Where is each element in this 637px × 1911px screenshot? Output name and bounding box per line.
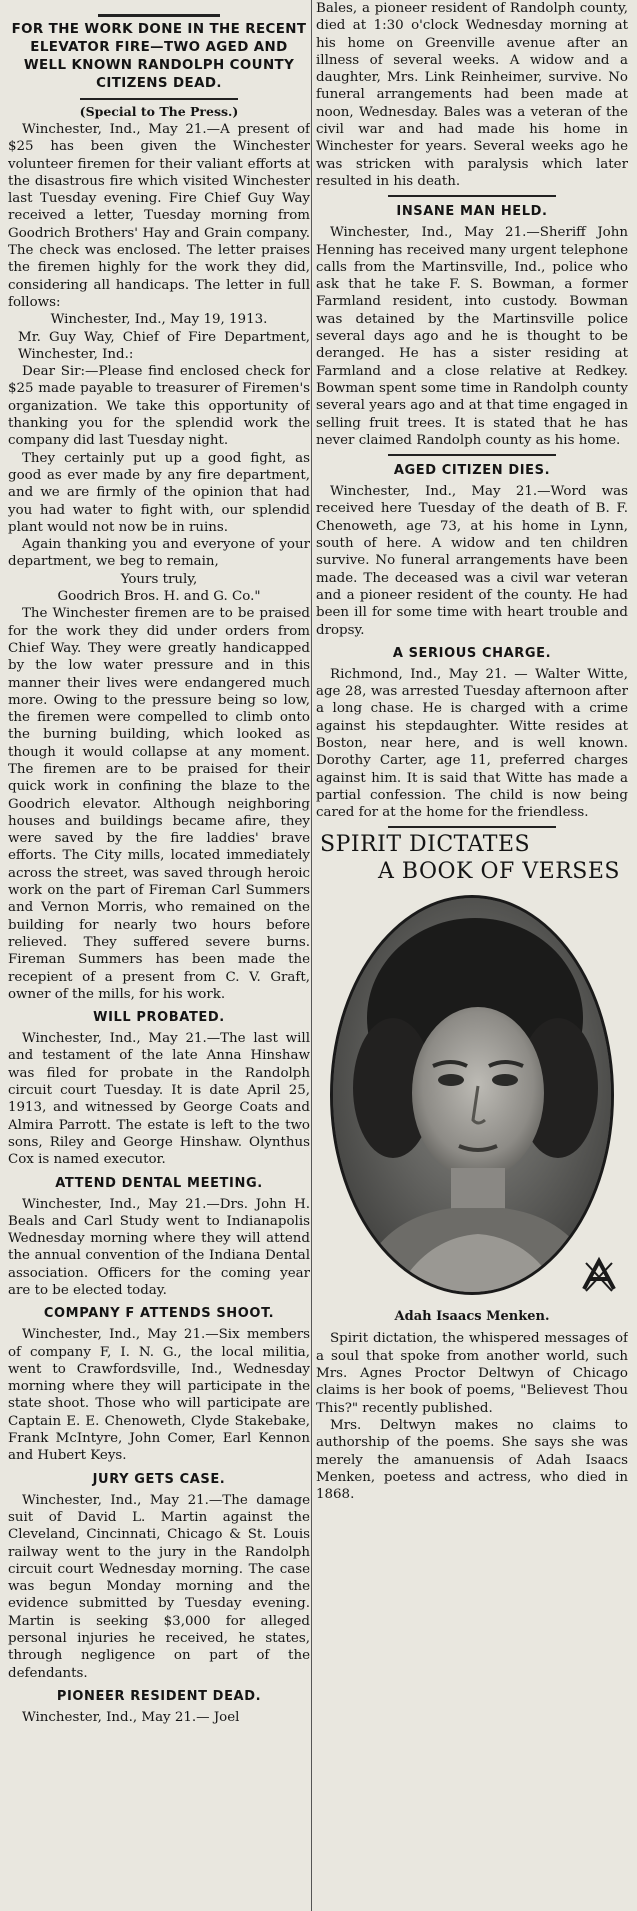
jury-headline: JURY GETS CASE.	[92, 1471, 226, 1487]
section-rule	[388, 454, 556, 456]
feature-title-line1: SPIRIT DICTATES	[320, 832, 531, 858]
portrait-caption: Adah Isaacs Menken.	[394, 1309, 550, 1325]
will-headline: WILL PROBATED.	[93, 1010, 225, 1026]
fire-paragraph: The Winchester firemen are to be praised for the work they did under orders from Chief Way. They were greatly handicapped by the low water pressure and in this manner their lives were endangered much more. Owing to the pressure being so low, the firemen were compelled to climb onto the burning building, which looked as though it would collapse at any moment. The firemen are to be praised for their quick work in confining the blaze to the Goodrich elevator. Although neighboring houses and buildings became afire, they were saved by the fire laddies' brave efforts. The City mills, located immediately across the street, was saved through heroic work on the part of Fireman Carl Summers and Vernon Morris, who remained on the building for nearly two hours before relieved. They suffered severe burns. Fireman Summers has been made the recepient of a present from C. V. Graft, owner of the mills, for his work.	[8, 606, 310, 1002]
aged-article: Winchester, Ind., May 21.—Word was received here Tuesday of the death of B. F. Chenoweth, age 73, at his home in Lynn, south of here. A widow and ten children survive. No funeral arrangements have been made. The deceased was a civil war veteran and a pioneer resident of the county. He had been ill for some time with heart trouble and dropsy.	[316, 484, 628, 638]
jury-article: Winchester, Ind., May 21.—The damage suit of David L. Martin against the Cleveland, Cincinnati, Chicago & St. Louis railway went to the jury in the Randolph circuit court Wednesday morning. The case was begun Monday morning and the evidence submitted by Tuesday evening. Martin is seeking $3,000 for alleged personal injuries he received, he states, through negligence on part of the defendants.	[8, 1492, 310, 1681]
fire-paragraph: Winchester, Ind., May 21.—A present of $25 has been given the Winchester volunteer firemen for their valiant efforts at the disastrous fire which visited Winchester last Tuesday evening. Fire Chief Guy Way received a letter, Tuesday morning from Goodrich Brothers' Hay and Grain company. The check was enclosed. The letter praises the firemen highly for the work they did, considering all handicaps. The letter in full follows:	[8, 122, 310, 310]
letter-paragraph: Dear Sir:—Please find enclosed check for $25 made payable to treasurer of Firemen's organization. We take this opportunity of thanking you for the splendid work the company did last Tuesday night.	[8, 364, 310, 449]
letter-signature: Goodrich Bros. H. and G. Co."	[57, 589, 261, 605]
insane-article: Winchester, Ind., May 21.—Sheriff John Henning has received many urgent telephone calls from the Martinsville, Ind., police who ask that he take F. S. Bowman, a former Farmland resident, into custody. Bowman was detained by the Martinsville police several days ago and he is thought to be deranged. He has a sister residing at Farmland and a close relative at Redkey. Bowman spent some time in Randolph county several years ago and at that time engaged in selling fruit trees. It is stated that he has never claimed Randolph county as his home.	[316, 225, 628, 448]
monogram-emblem-icon	[580, 1255, 618, 1295]
charge-article: Richmond, Ind., May 21. — Walter Witte, age 28, was arrested Tuesday afternoon after a long chase. He is charged with a crime against his stepdaughter. Witte resides at Boston, near here, and is well known. Dorothy Carter, age 11, preferred charges against him. It is said that Witte has made a partial confession. The child is now being cared for at the home for the friendless.	[316, 666, 628, 821]
pioneer-article-continued: Bales, a pioneer resident of Randolph county, died at 1:30 o'clock Wednesday morning at his home on Greenville avenue after an illness of several weeks. A widow and a daughter, Mrs. Link Reinheimer, survive. No funeral arrangements had been made at noon, Wednesday. Bales was a veteran of the civil war and had made his home in Winchester for years. Several weeks ago he was stricken with paralysis which later resulted in his death.	[316, 1, 628, 189]
company-article: Winchester, Ind., May 21.—Six members of company F, I. N. G., the local militia, went to Crawfordsville, Ind., Wednesday morning where they will participate in the state shoot. Those who will participate are Captain E. E. Chenoweth, Clyde Stakebake, Frank McIntyre, John Comer, Earl Kennon and Hubert Keys.	[8, 1327, 310, 1464]
letter-closing: Yours truly,	[120, 571, 198, 587]
left-column	[8, 0, 310, 1911]
company-headline: COMPANY F ATTENDS SHOOT.	[43, 1306, 275, 1322]
top-rule	[98, 14, 220, 17]
portrait-illustration	[333, 898, 614, 1295]
feature-paragraph: Mrs. Deltwyn makes no claims to authorship of the poems. She says she was merely the amanuensis of Adah Isaacs Menken, poetess and actress, who died in 1868.	[316, 1417, 628, 1503]
letter-paragraph: They certainly put up a good fight, as good as ever made by any fire department, and we are firmly of the opinion that had you had water to fight with, our splendid plant would not now be in ruins.	[8, 450, 310, 535]
aged-headline: AGED CITIZEN DIES.	[393, 463, 551, 479]
insane-headline: INSANE MAN HELD.	[396, 204, 548, 220]
right-column	[316, 0, 628, 1911]
main-headline: FOR THE WORK DONE IN THE RECENT ELEVATOR FIRE—TWO AGED AND WELL KNOWN RANDOLPH COUNTY CITIZENS DEAD.	[11, 22, 307, 91]
headline-rule	[80, 98, 238, 100]
feature-title-line2: A BOOK OF VERSES	[378, 859, 620, 885]
pioneer-headline: PIONEER RESIDENT DEAD.	[56, 1688, 262, 1704]
section-rule	[388, 195, 556, 197]
pioneer-article-start: Winchester, Ind., May 21.— Joel	[22, 1709, 240, 1725]
portrait-frame	[316, 895, 628, 1305]
charge-headline: A SERIOUS CHARGE.	[392, 645, 552, 661]
letter-dateline: Winchester, Ind., May 19, 1913.	[50, 312, 268, 328]
will-article: Winchester, Ind., May 21.—The last will and testament of the late Anna Hinshaw was filed for probate in the Randolph circuit court Tuesday. It is date April 25, 1913, and witnessed by George Coats and Almira Parrott. The estate is left to the two sons, Riley and George Hinshaw. Olynthus Cox is named executor.	[8, 1031, 310, 1168]
feature-paragraph: Spirit dictation, the whispered messages of a soul that spoke from another world, such Mrs. Agnes Proctor Deltwyn of Chicago claims is her book of poems, "Believest Thou This?" recently published.	[316, 1331, 628, 1416]
column-divider	[311, 0, 312, 1911]
dental-headline: ATTEND DENTAL MEETING.	[55, 1175, 263, 1191]
dental-article: Winchester, Ind., May 21.—Drs. John H. Beals and Carl Study went to Indianapolis Wednesday morning where they will attend the annual convention of the Indiana Dental association. Officers for the coming year are to be elected today.	[8, 1196, 310, 1298]
section-rule	[388, 826, 556, 828]
credit-line: (Special to The Press.)	[79, 104, 239, 119]
letter-address: Mr. Guy Way, Chief of Fire Department, Winchester, Ind.:	[18, 329, 310, 362]
portrait-photo	[330, 895, 614, 1295]
letter-paragraph: Again thanking you and everyone of your department, we beg to remain,	[8, 537, 310, 570]
